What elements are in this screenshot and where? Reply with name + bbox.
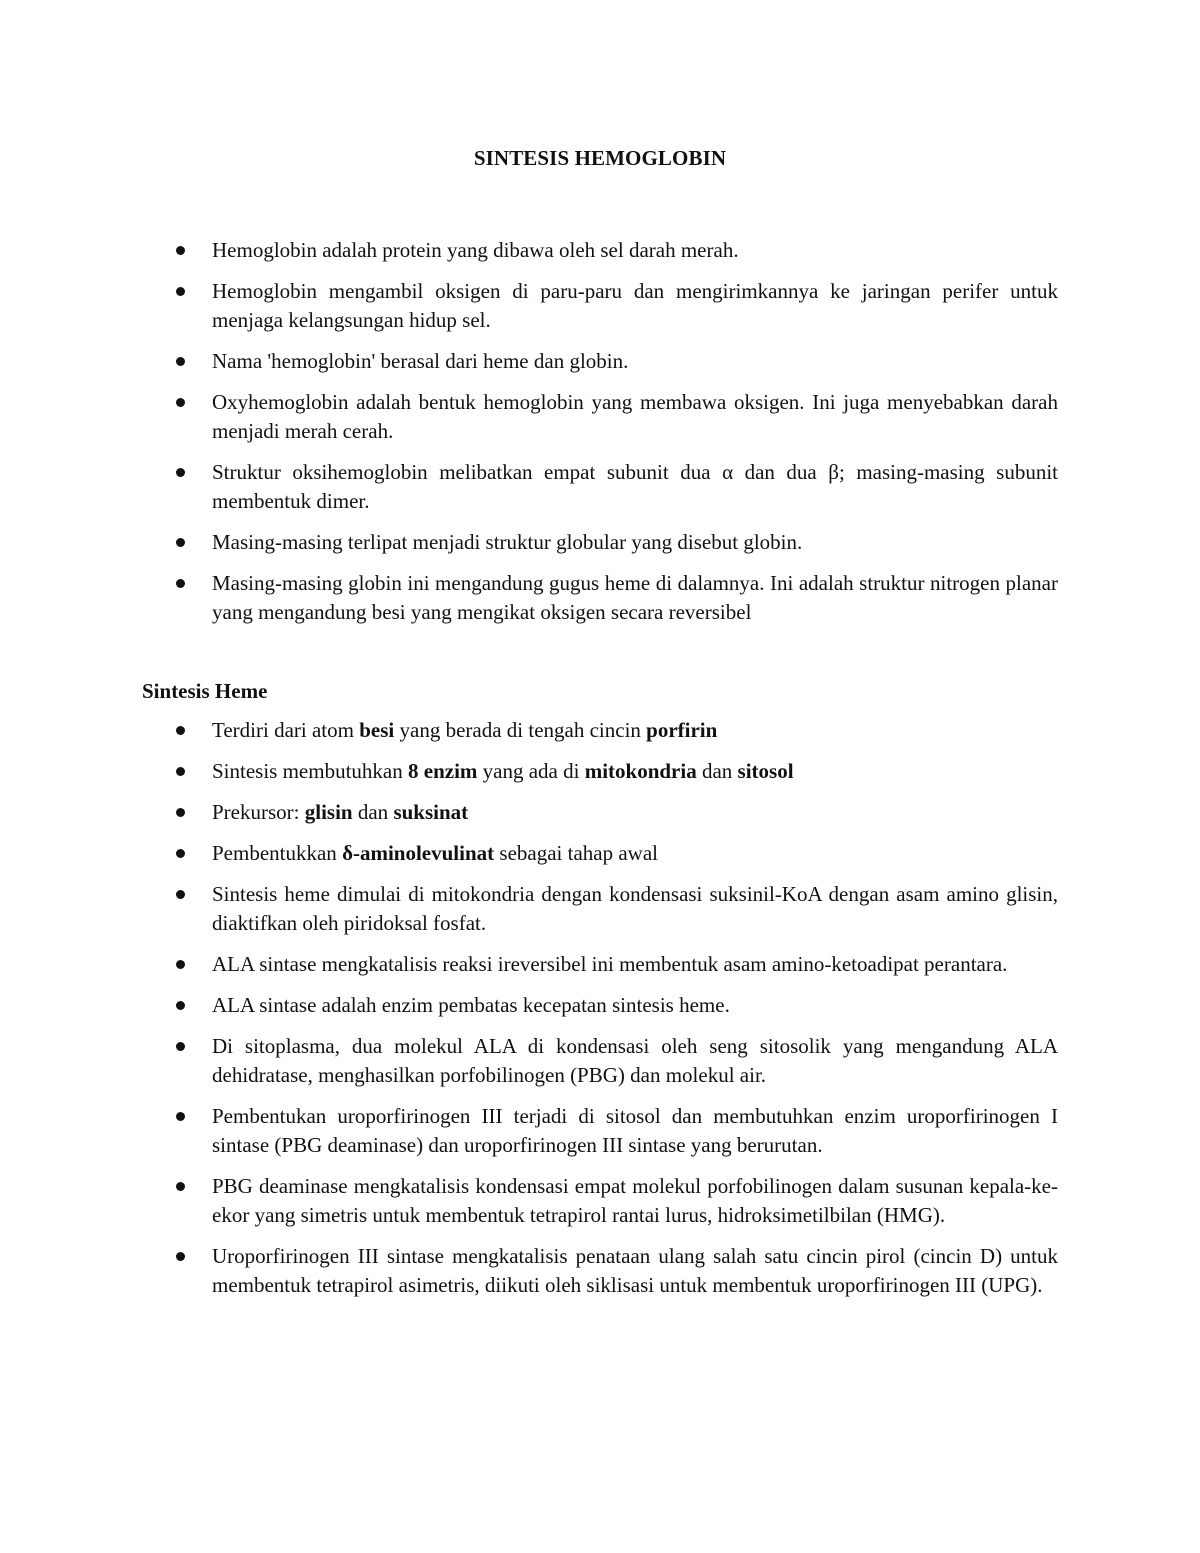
bullet-dot-icon [176, 1182, 185, 1191]
bullet-dot-icon [176, 1042, 185, 1051]
list-item [142, 1172, 1058, 1230]
list-item-text: Pembentukkan [212, 841, 343, 865]
list-item [142, 950, 1058, 979]
bold-term: mitokondria [584, 759, 697, 783]
bold-term: sitosol [737, 759, 794, 783]
list-item [142, 388, 1058, 446]
bold-term: suksinat [393, 800, 469, 824]
list-item-text: ALA sintase adalah enzim pembatas kecepatan sintesis heme. [212, 993, 730, 1017]
bullet-dot-icon [176, 538, 185, 547]
list-item [142, 236, 1058, 265]
list-item-text: Sintesis membutuhkan [212, 759, 408, 783]
bullet-dot-icon [176, 767, 185, 776]
bullet-dot-icon [176, 398, 185, 407]
list-item [142, 1102, 1058, 1160]
section-heading-sintesis-heme: Sintesis Heme [142, 679, 268, 703]
list-item-text: yang berada di tengah cincin [394, 718, 647, 742]
intro-bullet-list [142, 236, 1058, 627]
list-item-text: Struktur oksihemoglobin melibatkan empat subunit dua α dan dua β; masing-masing subunit membentuk dimer. [212, 460, 1058, 513]
list-item-text: Di sitoplasma, dua molekul ALA di kondensasi oleh seng sitosolik yang mengandung ALA dehidratase, menghasilkan porfobilinogen (PBG) dan molekul air. [212, 1034, 1058, 1087]
list-item [142, 757, 1058, 786]
list-item [142, 528, 1058, 557]
bullet-dot-icon [176, 246, 185, 255]
bullet-dot-icon [176, 726, 185, 735]
list-item-text: Hemoglobin mengambil oksigen di paru-paru dan mengirimkannya ke jaringan perifer untuk menjaga kelangsungan hidup sel. [212, 279, 1058, 332]
bold-term: besi [359, 718, 395, 742]
list-item [142, 347, 1058, 376]
list-item-text: Hemoglobin adalah protein yang dibawa oleh sel darah merah. [212, 238, 739, 262]
bold-term: glisin [304, 800, 353, 824]
bullet-dot-icon [176, 1252, 185, 1261]
bullet-dot-icon [176, 579, 185, 588]
list-item [142, 458, 1058, 516]
list-item [142, 277, 1058, 335]
list-item-text: Pembentukan uroporfirinogen III terjadi di sitosol dan membutuhkan enzim uroporfirinogen I sintase (PBG deaminase) dan uroporfirinogen III sintase yang berurutan. [212, 1104, 1058, 1157]
bullet-dot-icon [176, 849, 185, 858]
list-item-text: Terdiri dari atom [212, 718, 360, 742]
list-item [142, 798, 1058, 827]
list-item [142, 716, 1058, 745]
list-item-text: PBG deaminase mengkatalisis kondensasi empat molekul porfobilinogen dalam susunan kepala-ke-ekor yang simetris untuk membentuk tetrapirol rantai lurus, hidroksimetilbilan (HMG). [212, 1174, 1058, 1227]
list-item-text: dan [696, 759, 738, 783]
bold-term: δ-aminolevulinat [342, 841, 495, 865]
document-title: SINTESIS HEMOGLOBIN [473, 146, 727, 170]
list-item-text: yang ada di [477, 759, 585, 783]
bullet-dot-icon [176, 1001, 185, 1010]
heme-bullet-list [142, 716, 1058, 1300]
list-item-text: Sintesis heme dimulai di mitokondria dengan kondensasi suksinil-KoA dengan asam amino glisin, diaktifkan oleh piridoksal fosfat. [212, 882, 1058, 935]
list-item [142, 569, 1058, 627]
list-item-text: sebagai tahap awal [494, 841, 658, 865]
list-item [142, 1032, 1058, 1090]
bullet-dot-icon [176, 808, 185, 817]
list-item-text: Nama 'hemoglobin' berasal dari heme dan globin. [212, 349, 629, 373]
bullet-dot-icon [176, 287, 185, 296]
bold-term: 8 enzim [408, 759, 478, 783]
list-item-text: Uroporfirinogen III sintase mengkatalisis penataan ulang salah satu cincin pirol (cincin D) untuk membentuk tetrapirol asimetris, diikuti oleh siklisasi untuk membentuk uroporfirinogen III (UPG). [212, 1244, 1058, 1297]
bold-term: porfirin [646, 718, 718, 742]
list-item-text: ALA sintase mengkatalisis reaksi ireversibel ini membentuk asam amino-ketoadipat perantara. [212, 952, 1008, 976]
list-item [142, 880, 1058, 938]
bullet-dot-icon [176, 890, 185, 899]
list-item-text: Prekursor: [212, 800, 305, 824]
bullet-dot-icon [176, 1112, 185, 1121]
bullet-dot-icon [176, 960, 185, 969]
document-page [142, 0, 1058, 1312]
list-item-text: Masing-masing globin ini mengandung gugus heme di dalamnya. Ini adalah struktur nitrogen planar yang mengandung besi yang mengikat oksigen secara reversibel [212, 571, 1058, 624]
list-item [142, 1242, 1058, 1300]
bullet-dot-icon [176, 357, 185, 366]
list-item-text: dan [352, 800, 394, 824]
list-item [142, 839, 1058, 868]
list-item-text: Masing-masing terlipat menjadi struktur globular yang disebut globin. [212, 530, 803, 554]
bullet-dot-icon [176, 468, 185, 477]
list-item [142, 991, 1058, 1020]
list-item-text: Oxyhemoglobin adalah bentuk hemoglobin yang membawa oksigen. Ini juga menyebabkan darah menjadi merah cerah. [212, 390, 1058, 443]
